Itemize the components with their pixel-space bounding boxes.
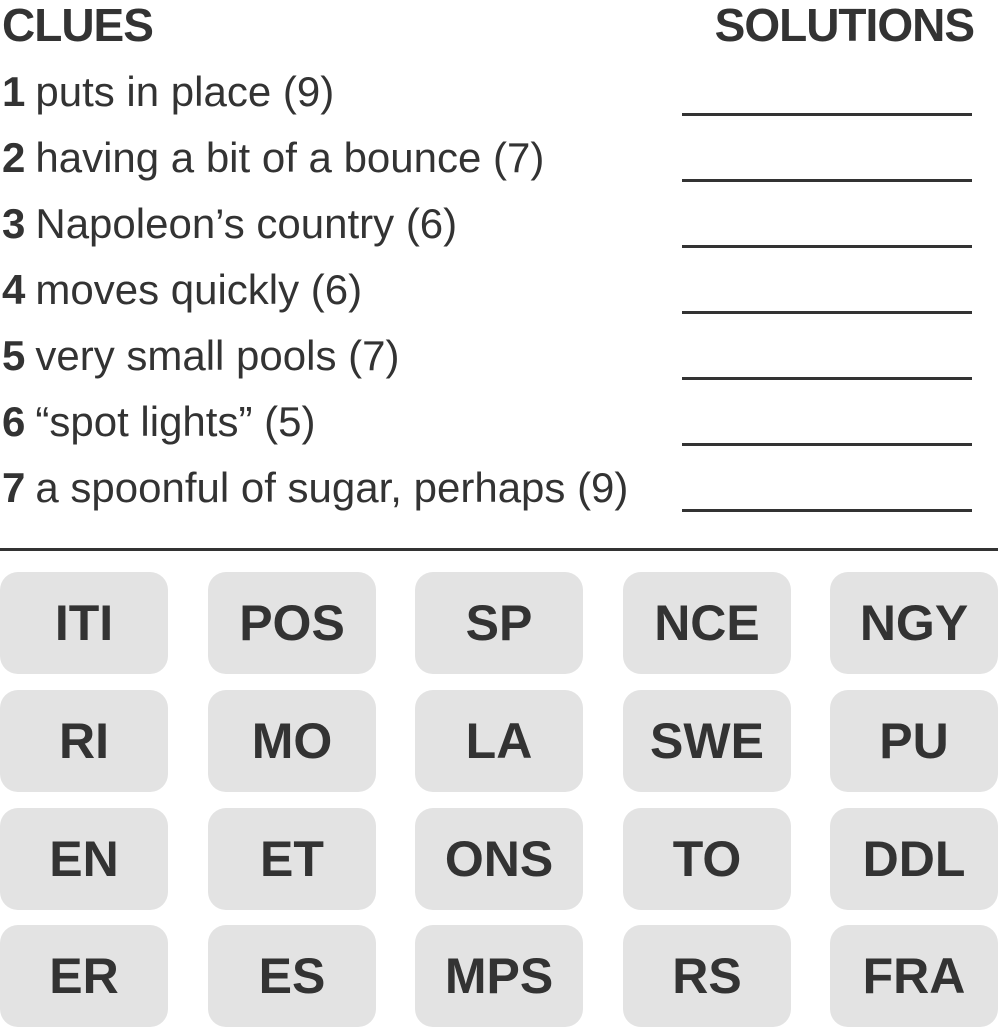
clue-text [2,462,628,514]
answer-line-3[interactable] [682,245,972,248]
clue-text [2,330,399,382]
tile[interactable]: POS [208,572,376,674]
clue-text [2,396,315,448]
answer-line-4[interactable] [682,311,972,314]
divider [0,548,998,551]
answer-line-7[interactable] [682,509,972,512]
clue-number: 2 [2,134,26,181]
clue-row-5 [0,330,998,390]
tile[interactable]: LA [415,690,583,792]
clue-number: 6 [2,398,26,445]
tile[interactable]: TO [623,808,791,910]
clue-label: a spoonful of sugar, perhaps (9) [35,464,629,511]
tile[interactable]: DDL [830,808,998,910]
clue-number: 5 [2,332,26,379]
clue-label: very small pools (7) [35,332,400,379]
clue-text [2,66,334,118]
clue-number: 4 [2,266,26,313]
tile[interactable]: ER [0,925,168,1027]
tile[interactable]: ES [208,925,376,1027]
clue-number: 1 [2,68,26,115]
clue-label: Napoleon’s country (6) [35,200,458,247]
clue-number: 7 [2,464,26,511]
tile[interactable]: ITI [0,572,168,674]
clue-row-4 [0,264,998,324]
answer-line-5[interactable] [682,377,972,380]
clue-label: “spot lights” (5) [35,398,316,445]
answer-line-1[interactable] [682,113,972,116]
tile[interactable]: RS [623,925,791,1027]
answer-line-6[interactable] [682,443,972,446]
clue-text [2,132,544,184]
clue-row-7 [0,462,998,522]
tile[interactable]: ONS [415,808,583,910]
clue-row-3 [0,198,998,258]
header [0,0,998,50]
tile[interactable]: ET [208,808,376,910]
clue-row-6 [0,396,998,456]
tile[interactable]: FRA [830,925,998,1027]
tile[interactable]: MPS [415,925,583,1027]
clue-label: puts in place (9) [35,68,335,115]
tile[interactable]: EN [0,808,168,910]
clue-label: having a bit of a bounce (7) [35,134,545,181]
clue-text [2,264,362,316]
tile[interactable]: NGY [830,572,998,674]
clue-row-1 [0,66,998,126]
clue-text [2,198,457,250]
tile-grid [0,572,998,1028]
clues-heading: CLUES [2,0,153,51]
clue-number: 3 [2,200,26,247]
clue-row-2 [0,132,998,192]
tile[interactable]: RI [0,690,168,792]
clue-label: moves quickly (6) [35,266,363,313]
solutions-heading: SOLUTIONS [714,0,974,51]
answer-line-2[interactable] [682,179,972,182]
tile[interactable]: NCE [623,572,791,674]
tile[interactable]: PU [830,690,998,792]
tile[interactable]: MO [208,690,376,792]
tile[interactable]: SWE [623,690,791,792]
tile[interactable]: SP [415,572,583,674]
